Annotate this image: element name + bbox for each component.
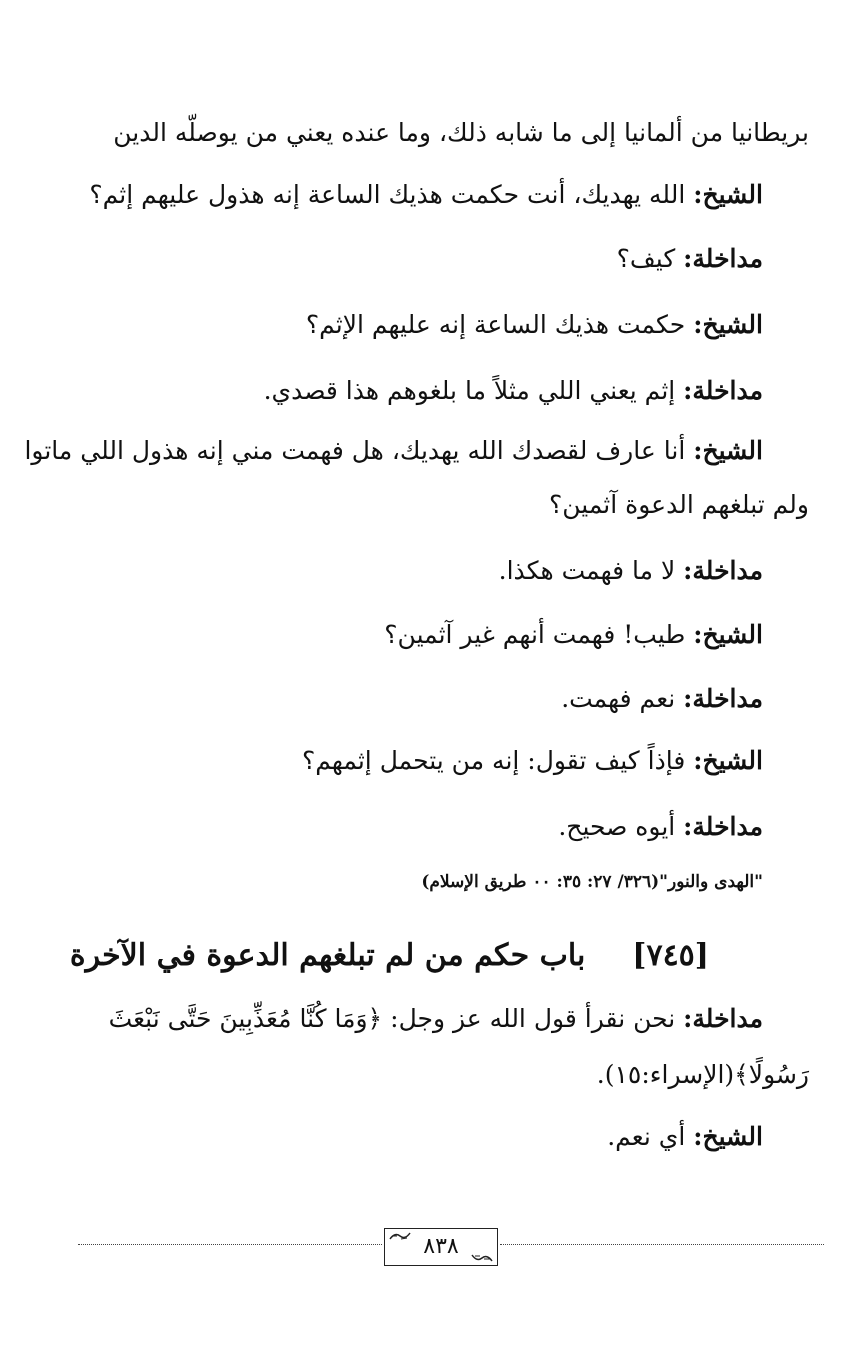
dialogue-text: إثم يعني اللي مثلاً ما بلغوهم هذا قصدي. <box>263 376 684 405</box>
dialogue-line-16 <box>597 1058 809 1092</box>
dialogue-line-10 <box>561 682 763 716</box>
dialogue-line-3 <box>617 242 763 276</box>
speaker-label: الشيخ: <box>693 436 763 465</box>
text-line-1: بريطانيا من ألمانيا إلى ما شابه ذلك، وما عنده يعني من يوصلّه الدين <box>113 118 809 147</box>
quran-verse: رَسُولًا﴾ <box>734 1060 809 1089</box>
speaker-label: مداخلة: <box>683 244 763 273</box>
dialogue-line-9 <box>384 618 763 652</box>
dialogue-text: لا ما فهمت هكذا. <box>498 556 684 585</box>
footer-rule-left <box>78 1244 382 1245</box>
dialogue-text: نحن نقرأ قول الله عز وجل: <box>382 1004 684 1033</box>
dialogue-text: طيب! فهمت أنهم غير آثمين؟ <box>384 620 694 649</box>
dialogue-line-17 <box>607 1120 763 1154</box>
speaker-label: الشيخ: <box>693 180 763 209</box>
dialogue-line-8 <box>499 554 763 588</box>
dialogue-line-15 <box>109 1002 763 1036</box>
dialogue-line-12 <box>558 810 763 844</box>
speaker-label: مداخلة: <box>683 556 763 585</box>
verse-reference: (الإسراء:١٥). <box>596 1060 735 1089</box>
ornament-icon <box>471 1253 493 1263</box>
chapter-title: باب حكم من لم تبلغهم الدعوة في الآخرة <box>69 938 586 973</box>
chapter-heading <box>70 936 709 976</box>
source-citation: "الهدى والنور"(٣٢٦/ ٢٧: ٣٥: ٠٠ طريق الإسلام) <box>421 872 763 892</box>
speaker-label: الشيخ: <box>693 1122 763 1151</box>
footer-rule-right <box>500 1244 824 1245</box>
dialogue-line-5 <box>264 374 763 408</box>
speaker-label: الشيخ: <box>693 310 763 339</box>
chapter-number: [٧٤٥] <box>632 938 709 973</box>
dialogue-line-4 <box>306 308 763 342</box>
speaker-label: الشيخ: <box>693 620 763 649</box>
speaker-label: مداخلة: <box>683 684 763 713</box>
dialogue-text: الله يهديك، أنت حكمت هذيك الساعة إنه هذول عليهم إثم؟ <box>89 180 694 209</box>
speaker-label: مداخلة: <box>683 812 763 841</box>
speaker-label: مداخلة: <box>683 1004 763 1033</box>
dialogue-line-6 <box>24 434 763 468</box>
page-number-frame <box>384 1228 498 1266</box>
text-line-7: ولم تبلغهم الدعوة آثمين؟ <box>549 490 809 519</box>
dialogue-text: نعم فهمت. <box>561 684 684 713</box>
speaker-label: مداخلة: <box>683 376 763 405</box>
dialogue-text: فإذاً كيف تقول: إنه من يتحمل إثمهم؟ <box>301 746 694 775</box>
speaker-label: الشيخ: <box>693 746 763 775</box>
page-number: ٨٣٨ <box>423 1234 459 1259</box>
dialogue-text: حكمت هذيك الساعة إنه عليهم الإثم؟ <box>305 310 694 339</box>
dialogue-line-11 <box>302 744 763 778</box>
dialogue-text: أنا عارف لقصدك الله يهديك، هل فهمت مني إنه هذول اللي ماتوا <box>24 436 694 465</box>
dialogue-line-2 <box>89 178 763 212</box>
quran-verse: ﴿وَمَا كُنَّا مُعَذِّبِينَ حَتَّى نَبْعَثَ <box>108 1004 383 1033</box>
dialogue-text: أيوه صحيح. <box>558 812 684 841</box>
dialogue-text: كيف؟ <box>616 244 684 273</box>
dialogue-text: أي نعم. <box>607 1122 694 1151</box>
